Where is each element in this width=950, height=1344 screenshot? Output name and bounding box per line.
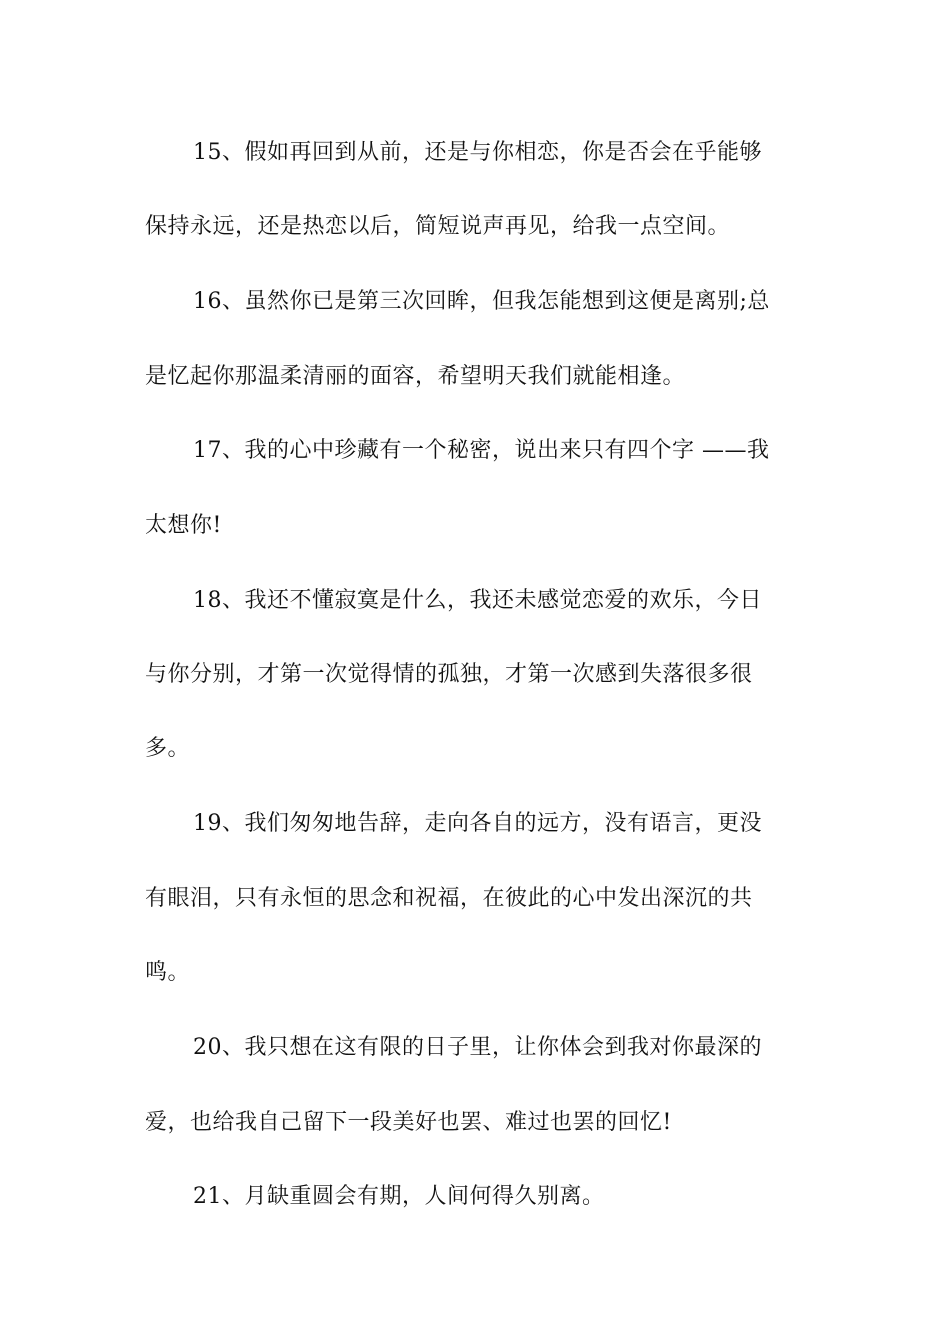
paragraph-15-line-2: 保持永远，还是热恋以后，简短说声再见，给我一点空间。 <box>145 214 731 239</box>
paragraph-19-line-1: 19、我们匆匆地告辞，走向各自的远方，没有语言，更没 <box>193 811 762 836</box>
paragraph-17-line-2: 太想你! <box>145 513 222 538</box>
paragraph-16-line-2: 是忆起你那温柔清丽的面容，希望明天我们就能相逢。 <box>145 364 686 389</box>
paragraph-20-line-1: 20、我只想在这有限的日子里，让你体会到我对你最深的 <box>193 1035 762 1060</box>
paragraph-20-line-2: 爱，也给我自己留下一段美好也罢、难过也罢的回忆! <box>145 1110 672 1135</box>
paragraph-19-line-3: 鸣。 <box>145 960 191 985</box>
paragraph-15-line-1: 15、假如再回到从前，还是与你相恋，你是否会在乎能够 <box>193 140 762 165</box>
paragraph-17-line-1: 17、我的心中珍藏有一个秘密，说出来只有四个字 ——我 <box>193 438 770 463</box>
paragraph-18-line-2: 与你分别，才第一次觉得情的孤独，才第一次感到失落很多很 <box>145 662 753 687</box>
paragraph-21-line-1: 21、月缺重圆会有期，人间何得久别离。 <box>193 1184 605 1209</box>
paragraph-19-line-2: 有眼泪，只有永恒的思念和祝福，在彼此的心中发出深沉的共 <box>145 886 753 911</box>
paragraph-18-line-1: 18、我还不懂寂寞是什么，我还未感觉恋爱的欢乐，今日 <box>193 588 762 613</box>
paragraph-16-line-1: 16、虽然你已是第三次回眸，但我怎能想到这便是离别;总 <box>193 289 770 314</box>
paragraph-18-line-3: 多。 <box>145 736 191 761</box>
